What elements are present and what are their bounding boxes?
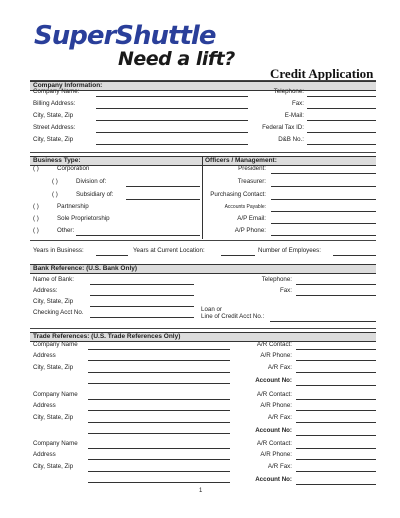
trade-right-label: A/R Contact: bbox=[256, 341, 292, 348]
trade-right-line[interactable] bbox=[296, 399, 376, 400]
officer-label: Purchasing Contact: bbox=[210, 191, 266, 198]
company-right-line[interactable] bbox=[307, 132, 376, 133]
checkbox[interactable]: ( ) bbox=[52, 178, 58, 185]
trade-field-line[interactable] bbox=[88, 471, 230, 472]
trade-extra-line[interactable] bbox=[88, 482, 230, 483]
bank-field-line[interactable] bbox=[90, 295, 194, 296]
company-right-line[interactable] bbox=[307, 120, 376, 121]
checkbox[interactable]: ( ) bbox=[52, 191, 58, 198]
bank-field-label: Checking Acct No. bbox=[33, 309, 84, 316]
checkbox[interactable]: ( ) bbox=[33, 165, 39, 172]
company-right-label: Fax: bbox=[291, 100, 304, 107]
trade-field-label: Address bbox=[33, 352, 56, 359]
officer-label: A/P Email: bbox=[237, 215, 266, 222]
section-trade-references bbox=[30, 332, 376, 342]
business-type-label: Corporation bbox=[57, 165, 90, 172]
business-type-label: Sole Proprietorship bbox=[57, 215, 110, 222]
company-field-line[interactable] bbox=[96, 108, 248, 109]
bank-right-label: Telephone: bbox=[261, 276, 292, 283]
bank-right-line[interactable] bbox=[296, 295, 376, 296]
page-number: 1 bbox=[199, 488, 203, 494]
trade-field-label: Address bbox=[33, 451, 56, 458]
column-divider bbox=[202, 157, 203, 239]
officer-line[interactable] bbox=[271, 223, 376, 224]
section-title: Trade References: (U.S. Trade References Only) bbox=[33, 333, 181, 340]
trade-right-line[interactable] bbox=[296, 422, 376, 423]
checkbox[interactable]: ( ) bbox=[33, 215, 39, 222]
trade-field-label: City, State, Zip bbox=[33, 463, 74, 470]
trade-extra-line[interactable] bbox=[88, 383, 230, 384]
brand-tagline: Need a lift? bbox=[118, 48, 235, 70]
officer-line[interactable] bbox=[271, 186, 376, 187]
loan-label-2: Line of Credit Acct No.: bbox=[201, 313, 265, 320]
trade-right-label: A/R Phone: bbox=[260, 402, 292, 409]
company-field-line[interactable] bbox=[96, 96, 248, 97]
trade-right-line[interactable] bbox=[296, 448, 376, 449]
officer-label: Accounts Payable: bbox=[224, 204, 266, 210]
trade-field-label: Company Name bbox=[33, 341, 78, 348]
bank-field-label: Name of Bank: bbox=[33, 276, 74, 283]
trade-field-line[interactable] bbox=[88, 372, 230, 373]
officer-label: President: bbox=[238, 165, 266, 172]
officer-line[interactable] bbox=[271, 173, 376, 174]
bank-field-line[interactable] bbox=[90, 284, 194, 285]
company-field-line[interactable] bbox=[96, 132, 248, 133]
company-right-label: Telephone: bbox=[273, 88, 304, 95]
company-right-label: Federal Tax ID: bbox=[262, 124, 304, 131]
loan-label-1: Loan or bbox=[201, 306, 222, 313]
business-type-label: Division of: bbox=[76, 178, 107, 185]
rule bbox=[30, 152, 376, 153]
company-field-label: City, State, Zip bbox=[33, 112, 74, 119]
employees-field[interactable] bbox=[333, 255, 376, 256]
years-at-location-field[interactable] bbox=[221, 255, 255, 256]
section-company-info bbox=[30, 81, 376, 91]
trade-field-line[interactable] bbox=[88, 410, 230, 411]
account-no-line[interactable] bbox=[296, 435, 376, 436]
trade-right-label: A/R Fax: bbox=[267, 463, 292, 470]
trade-field-line[interactable] bbox=[88, 360, 230, 361]
trade-right-line[interactable] bbox=[296, 372, 376, 373]
rule bbox=[30, 240, 376, 241]
years-in-business-field[interactable] bbox=[96, 255, 128, 256]
company-right-line[interactable] bbox=[307, 108, 376, 109]
section-title-business: Business Type: bbox=[33, 157, 81, 164]
business-type-label: Subsidiary of: bbox=[76, 191, 114, 198]
trade-field-label: Address bbox=[33, 402, 56, 409]
brand-name: SuperShuttle bbox=[34, 21, 216, 51]
trade-right-line[interactable] bbox=[296, 410, 376, 411]
officer-label: A/P Phone: bbox=[234, 227, 266, 234]
trade-field-line[interactable] bbox=[88, 422, 230, 423]
checkbox[interactable]: ( ) bbox=[33, 227, 39, 234]
bank-field-label: Address: bbox=[33, 287, 58, 294]
company-field-line[interactable] bbox=[96, 120, 248, 121]
trade-field-line[interactable] bbox=[88, 459, 230, 460]
section-title: Company Information: bbox=[33, 82, 103, 89]
company-field-label: Billing Address: bbox=[33, 100, 76, 107]
trade-field-line[interactable] bbox=[88, 349, 230, 350]
trade-right-label: A/R Phone: bbox=[260, 352, 292, 359]
officer-line[interactable] bbox=[271, 211, 376, 212]
bank-right-label: Fax: bbox=[279, 287, 292, 294]
company-right-line[interactable] bbox=[307, 96, 376, 97]
account-no-label: Account No: bbox=[255, 427, 292, 434]
years-at-location-label: Years at Current Location: bbox=[133, 247, 205, 254]
trade-right-label: A/R Contact: bbox=[256, 391, 292, 398]
trade-right-label: A/R Contact: bbox=[256, 440, 292, 447]
account-no-line[interactable] bbox=[296, 484, 376, 485]
officer-label: Treasurer: bbox=[237, 178, 266, 185]
trade-field-label: City, State, Zip bbox=[33, 414, 74, 421]
bank-right-line[interactable] bbox=[296, 284, 376, 285]
bank-field-line[interactable] bbox=[90, 306, 194, 307]
employees-label: Number of Employees: bbox=[258, 247, 321, 254]
section-bank-reference bbox=[30, 264, 376, 274]
trade-field-line[interactable] bbox=[88, 399, 230, 400]
document-title: Credit Application bbox=[270, 66, 374, 81]
account-no-line[interactable] bbox=[296, 385, 376, 386]
division-of-line[interactable] bbox=[126, 186, 200, 187]
bank-field-label: City, State, Zip bbox=[33, 298, 74, 305]
company-field-line[interactable] bbox=[96, 144, 248, 145]
trade-right-line[interactable] bbox=[296, 471, 376, 472]
company-field-label: Street Address: bbox=[33, 124, 76, 131]
trade-right-line[interactable] bbox=[296, 360, 376, 361]
trade-field-label: Company Name bbox=[33, 440, 78, 447]
account-no-label: Account No: bbox=[255, 377, 292, 384]
company-right-label: E-Mail: bbox=[284, 112, 304, 119]
trade-right-label: A/R Phone: bbox=[260, 451, 292, 458]
account-no-label: Account No: bbox=[255, 476, 292, 483]
trade-right-label: A/R Fax: bbox=[267, 364, 292, 371]
trade-field-label: City, State, Zip bbox=[33, 364, 74, 371]
officer-line[interactable] bbox=[271, 199, 376, 200]
bank-field-line[interactable] bbox=[90, 317, 194, 318]
checkbox[interactable]: ( ) bbox=[33, 203, 39, 210]
company-right-label: D&B No.: bbox=[278, 136, 304, 143]
trade-right-label: A/R Fax: bbox=[267, 414, 292, 421]
trade-field-line[interactable] bbox=[88, 448, 230, 449]
rule bbox=[30, 328, 376, 329]
other-line[interactable] bbox=[76, 235, 200, 236]
trade-right-line[interactable] bbox=[296, 349, 376, 350]
business-type-label: Other: bbox=[57, 227, 75, 234]
trade-right-line[interactable] bbox=[296, 459, 376, 460]
officer-line[interactable] bbox=[271, 235, 376, 236]
section-title: Bank Reference: (U.S. Bank Only) bbox=[33, 265, 138, 272]
loan-account-field[interactable] bbox=[270, 321, 376, 322]
business-type-label: Partnership bbox=[57, 203, 89, 210]
company-right-line[interactable] bbox=[307, 144, 376, 145]
company-field-label: City, State, Zip bbox=[33, 136, 74, 143]
trade-field-label: Company Name bbox=[33, 391, 78, 398]
company-field-label: Company Name: bbox=[33, 88, 80, 95]
subsidiary-of-line[interactable] bbox=[126, 199, 200, 200]
trade-extra-line[interactable] bbox=[88, 433, 230, 434]
years-in-business-label: Years in Business: bbox=[33, 247, 84, 254]
company-logo bbox=[34, 22, 215, 50]
section-title-officers: Officers / Management: bbox=[205, 157, 277, 164]
